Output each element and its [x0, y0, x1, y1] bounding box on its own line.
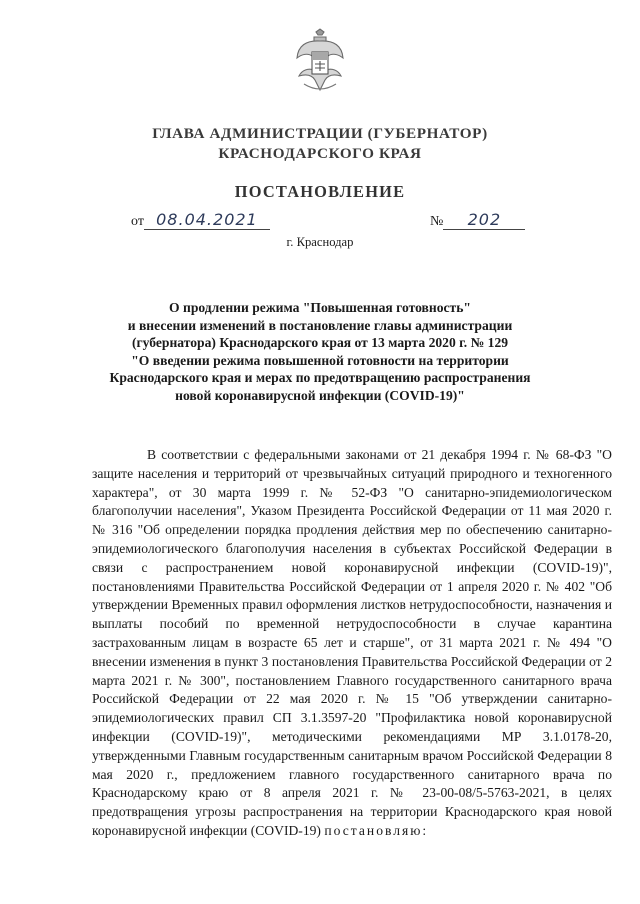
- title-line: новой коронавирусной инфекции (COVID-19)": [175, 387, 465, 403]
- date-label: от: [131, 214, 144, 229]
- coat-of-arms-icon: [294, 28, 346, 94]
- resolve-word: постановляю:: [324, 822, 429, 838]
- document-title: [0, 299, 640, 404]
- document-type: ПОСТАНОВЛЕНИЕ: [234, 182, 406, 201]
- number-field: [430, 210, 525, 230]
- body-paragraph: [92, 446, 612, 841]
- number-label: №: [430, 214, 444, 229]
- authority-line-1: ГЛАВА АДМИНИСТРАЦИИ (ГУБЕРНАТОР): [152, 125, 488, 142]
- date-field: [131, 210, 270, 230]
- title-line: (губернатора) Краснодарского края от 13 марта 2020 г. № 129: [131, 335, 509, 350]
- date-value: 08.04.2021: [144, 210, 270, 230]
- number-value: 202: [443, 210, 525, 230]
- city-line: г. Краснодар: [286, 235, 354, 249]
- title-line: Краснодарского края и мерах по предотвращению распространения: [109, 370, 531, 385]
- title-line: и внесении изменений в постановление главы администрации: [127, 317, 513, 333]
- authority-line-2: КРАСНОДАРСКОГО КРАЯ: [218, 145, 422, 162]
- body-text: [92, 446, 612, 841]
- title-line: О продлении режима "Повышенная готовность": [169, 300, 471, 315]
- title-line: "О введении режима повышенной готовности на территории: [131, 352, 509, 368]
- authority-heading: [0, 124, 640, 164]
- body-paragraph-text: В соответствии с федеральными законами от 21 декабря 1994 г. № 68-ФЗ "О защите населения и территорий от чрезвычайных ситуаций природного и техногенного характера", от 30 марта 1999 г. № 52-ФЗ "О санитарно-эпидемиологическом благополучии населения", Указом Президента Российской Федерации от 11 мая 2020 г. № 316 "Об определении порядка продления действия мер по обеспечению санитарно-эпидемиологического благополучия населения в субъектах Российской Федерации в связи с распространением новой коронавирусной инфекции (COVID-19)", постановлениями Правительства Российской Федерации от 1 апреля 2020 г. № 402 "Об утверждении Временных правил оформления листков нетрудоспособности, назначения и выплаты пособий по временной нетрудоспособности в случае карантина застрахованным лицам в возрасте 65 лет и старше", от 31 марта 2021 г. № 494 "О внесении изменения в пункт 3 постановления Правительства Российской Федерации от 2 марта 2021 г. № 300", постановлением Главного государственного санитарного врача Российской Федерации от 22 мая 2020 г. № 15 "Об утверждении санитарно-эпидемиологических правил СП 3.1.3597-20 "Профилактика новой коронавирусной инфекции (COVID-19)", методическими рекомендациями МР 3.1.0178-20, утвержденными Главным государственным санитарным врачом Российской Федерации 8 мая 2020 г., предложением главного государственного санитарного врача по Краснодарскому краю от 8 апреля 2021 г. № 23-00-08/5-5763-2021, в целях предотвращения угрозы распространения на территории Краснодарского края новой коронавирусной инфекции (COVID-19): [92, 447, 612, 838]
